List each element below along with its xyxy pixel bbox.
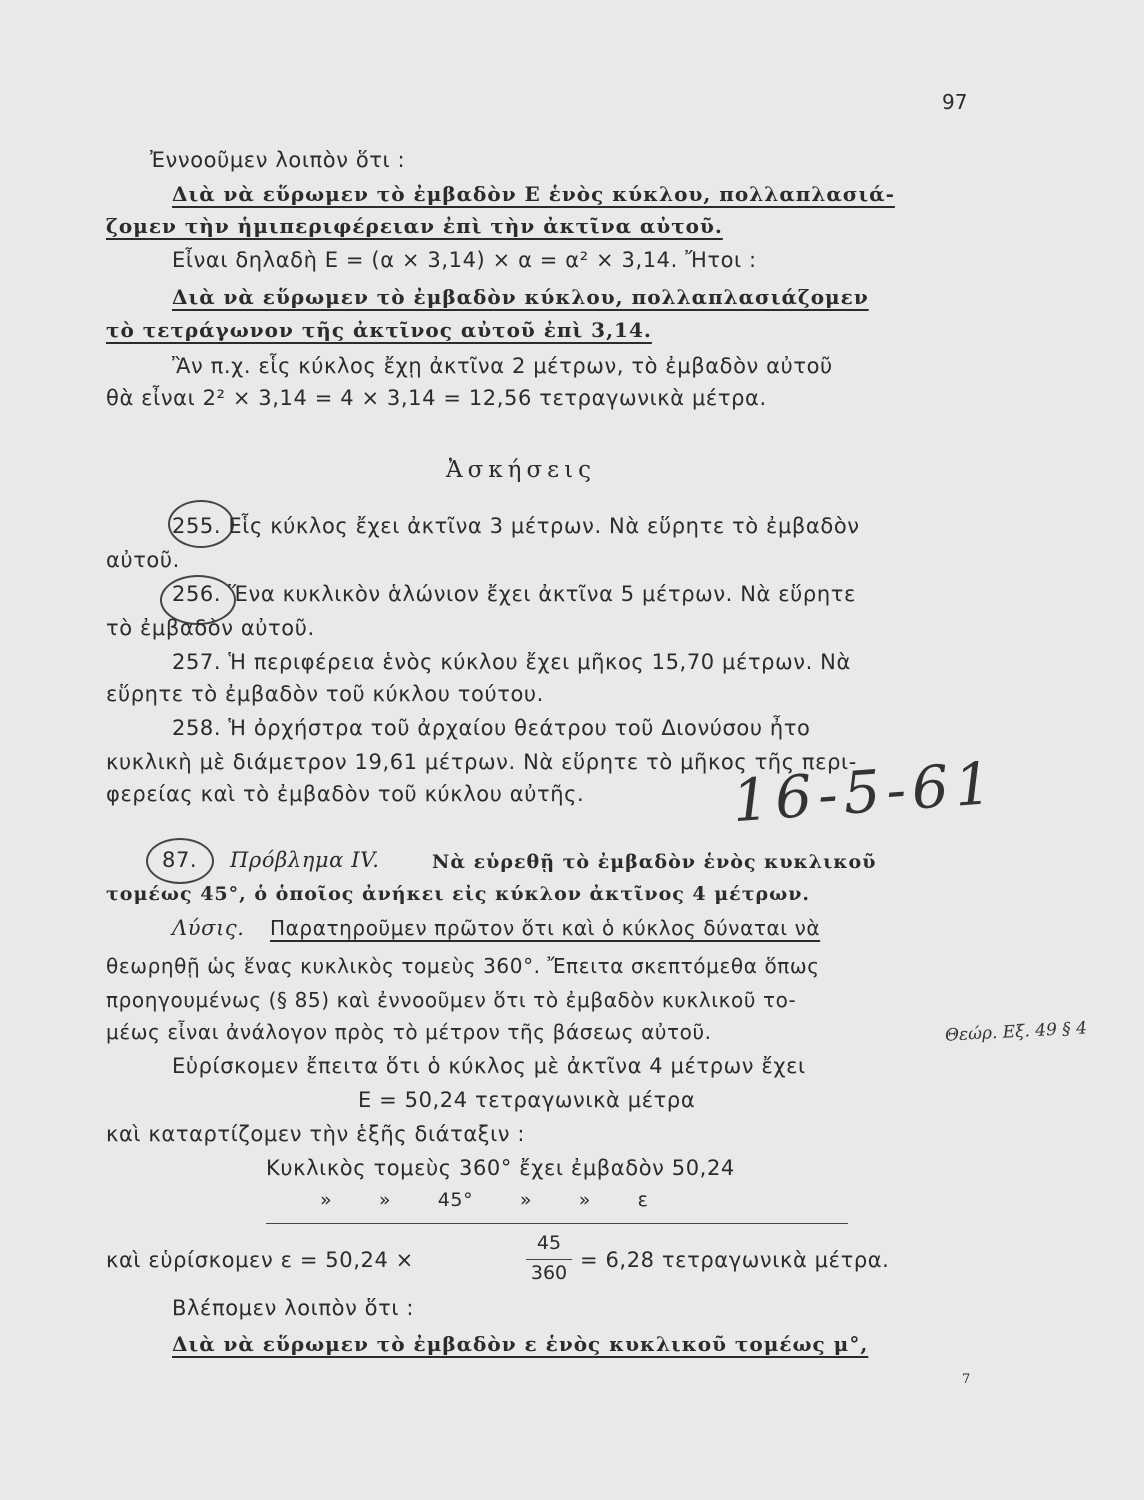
exercise-line: εὕρητε τὸ ἐμβαδὸν τοῦ κύκλου τούτου.	[106, 682, 544, 706]
problem-title: Νὰ εὑρεθῇ τὸ ἐμβαδὸν ἑνὸς κυκλικοῦ	[432, 851, 877, 873]
rule-statement: τὸ τετράγωνον τῆς ἀκτῖνος αὐτοῦ ἐπὶ 3,14.	[106, 318, 652, 342]
solution-line: Παρατηροῦμεν πρῶτον ὅτι καὶ ὁ κύκλος δύναται νὰ	[270, 916, 821, 940]
result-line: καὶ εὑρίσκομεν ε = 50,24 ×	[106, 1248, 414, 1272]
problem-title: τομέως 45°, ὁ ὁποῖος ἀνήκει εἰς κύκλον ἀκτῖνος 4 μέτρων.	[106, 883, 811, 905]
text-line: Βλέπομεν λοιπὸν ὅτι :	[172, 1296, 415, 1320]
text-line: θὰ εἶναι 2² × 3,14 = 4 × 3,14 = 12,56 τετραγωνικὰ μέτρα.	[106, 386, 767, 410]
solution-line: προηγουμένως (§ 85) καὶ ἐννοοῦμεν ὅτι τὸ ἐμβαδὸν κυκλικοῦ το-	[106, 988, 797, 1012]
exercise-line: τὸ ἐμβαδὸν αὐτοῦ.	[106, 616, 315, 640]
exercise-line: 255. Εἷς κύκλος ἔχει ἀκτῖνα 3 μέτρων. Νὰ εὕρητε τὸ ἐμβαδὸν	[172, 514, 860, 538]
solution-line: μέως εἶναι ἀνάλογον πρὸς τὸ μέτρον τῆς βάσεως αὐτοῦ.	[106, 1020, 712, 1044]
proportion-row: Κυκλικὸς τομεὺς 360° ἔχει ἐμβαδὸν 50,24	[266, 1156, 735, 1180]
rule-statement: Διὰ νὰ εὕρωμεν τὸ ἐμβαδὸν ε ἑνὸς κυκλικοῦ τομέως μ°,	[172, 1332, 869, 1356]
rule-statement: ζομεν τὴν ἡμιπεριφέρειαν ἐπὶ τὴν ἀκτῖνα αὐτοῦ.	[106, 214, 723, 238]
solution-line: καὶ καταρτίζομεν τὴν ἑξῆς διάταξιν :	[106, 1122, 526, 1146]
exercise-line: 257. Ἡ περιφέρεια ἑνὸς κύκλου ἔχει μῆκος 15,70 μέτρων. Νὰ	[172, 650, 851, 674]
solution-line: θεωρηθῇ ὡς ἕνας κυκλικὸς τομεὺς 360°. Ἔπειτα σκεπτόμεθα ὅπως	[106, 954, 820, 978]
margin-note: Θεώρ. Εξ. 49 § 4	[944, 1018, 1088, 1046]
fraction-numerator: 45	[536, 1232, 562, 1254]
handwritten-date: 16-5-61	[729, 748, 1000, 836]
exercise-line: κυκλικὴ μὲ διάμετρον 19,61 μέτρων. Νὰ εὕρητε τὸ μῆκος τῆς περι-	[106, 750, 857, 774]
result-line: = 6,28 τετραγωνικὰ μέτρα.	[580, 1248, 890, 1272]
equation-line: Ε = 50,24 τετραγωνικὰ μέτρα	[358, 1088, 696, 1112]
rule-statement: Διὰ νὰ εὕρωμεν τὸ ἐμβαδὸν Ε ἑνὸς κύκλου, πολλαπλασιά-	[172, 182, 895, 206]
signature-mark: 7	[962, 1372, 971, 1387]
proportion-rule	[266, 1223, 848, 1224]
exercise-line: 258. Ἡ ὀρχήστρα τοῦ ἀρχαίου θεάτρου τοῦ Διονύσου ἦτο	[172, 716, 811, 740]
solution-line: Εὑρίσκομεν ἔπειτα ὅτι ὁ κύκλος μὲ ἀκτῖνα 4 μέτρων ἔχει	[172, 1054, 806, 1078]
problem-number: 87.	[162, 848, 198, 872]
exercises-heading: Ἀσκήσεις	[446, 457, 596, 483]
exercise-line: αὐτοῦ.	[106, 548, 180, 572]
problem-label: Πρόβλημα IV.	[230, 848, 380, 872]
exercise-line: 256. Ἕνα κυκλικὸν ἁλώνιον ἔχει ἀκτῖνα 5 μέτρων. Νὰ εὕρητε	[172, 582, 856, 606]
text-line: Ἂν π.χ. εἷς κύκλος ἔχῃ ἀκτῖνα 2 μέτρων, τὸ ἐμβαδὸν αὐτοῦ	[172, 354, 833, 378]
formula-line: Εἶναι δηλαδὴ Ε = (α × 3,14) × α = α² × 3,14. Ἤτοι :	[172, 248, 757, 272]
text-line: Ἐννοοῦμεν λοιπὸν ὅτι :	[150, 148, 406, 172]
solution-label: Λύσις.	[172, 916, 245, 940]
page-number: 97	[942, 90, 968, 114]
rule-statement: Διὰ νὰ εὕρωμεν τὸ ἐμβαδὸν κύκλου, πολλαπλασιάζομεν	[172, 285, 869, 309]
proportion-row: » » 45° » » ε	[320, 1189, 649, 1211]
fraction-denominator: 360	[530, 1262, 568, 1284]
exercise-line: φερείας καὶ τὸ ἐμβαδὸν τοῦ κύκλου αὐτῆς.	[106, 782, 585, 806]
fraction-bar	[526, 1259, 572, 1260]
